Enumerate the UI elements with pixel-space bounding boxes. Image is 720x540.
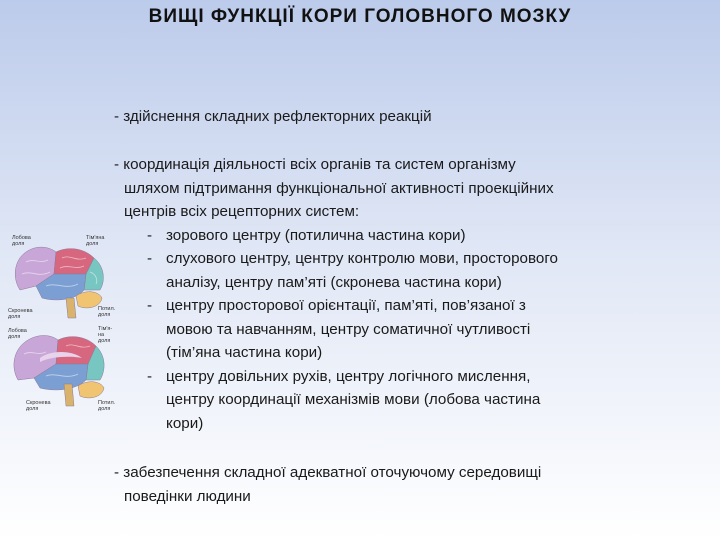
sub-item-auditory: - слухового центру, центру контролю мови, просторового	[147, 250, 558, 267]
sub-item-line: аналізу, центру пам’яті (скронева частина кори)	[166, 273, 502, 291]
label-frontal-2: доля	[12, 241, 25, 247]
label-parietal-3: доля	[98, 338, 111, 344]
cerebellum	[78, 382, 104, 398]
label-parietal-2: на	[98, 332, 105, 338]
label-occipital: Потил.	[98, 306, 116, 312]
label-frontal: Лобова	[8, 328, 27, 334]
label-temporal: Скронева	[8, 308, 33, 314]
bullet-coordination	[114, 153, 558, 435]
label-temporal-2: доля	[26, 406, 39, 412]
bullet-line: - координація діяльності всіх органів та систем організму	[114, 156, 516, 173]
sub-item-spatial: - центру просторової орієнтації, пам’яті, пов’язаної з	[147, 297, 526, 314]
label-frontal-2: доля	[8, 334, 21, 340]
label-occipital: Потил.	[98, 400, 116, 406]
label-parietal-2: доля	[86, 241, 99, 247]
bullet-line: поведінки людини	[124, 487, 251, 505]
label-occipital-2: доля	[98, 406, 111, 412]
bullet-reflex: - здійснення складних рефлекторних реакцій	[114, 108, 432, 125]
label-parietal: Тім'яна	[86, 235, 105, 241]
label-temporal: Скронева	[26, 400, 51, 406]
bullet-line: шляхом підтримання функціональної активності проекційних	[124, 179, 554, 197]
bullet-line: центрів всіх рецепторних систем:	[124, 203, 360, 220]
page-title: ВИЩІ ФУНКЦІЇ КОРИ ГОЛОВНОГО МОЗКУ	[148, 6, 572, 27]
brain-stem	[64, 384, 74, 406]
bullet-behavior	[114, 461, 541, 508]
label-frontal: Лобова	[12, 235, 31, 241]
label-temporal-2: доля	[8, 314, 21, 320]
sub-item-visual: - зорового центру (потилична частина кори)	[147, 226, 466, 244]
bullet-line: - забезпечення складної адекватної оточуючому середовищі	[114, 464, 542, 481]
sub-item-line: кори)	[166, 414, 204, 432]
label-occipital-2: доля	[98, 312, 111, 318]
brain-lateral-illustration	[6, 228, 118, 324]
sub-item-line: мовою та навчанням, центру соматичної чутливості	[166, 320, 531, 338]
sub-item-line: (тім’яна частина кори)	[166, 344, 323, 361]
label-parietal: Тім'я-	[98, 326, 113, 332]
sub-item-motor: - центру довільних рухів, центру логічного мислення,	[147, 367, 531, 385]
sub-item-line: центру координації механізмів мови (лобова частина	[166, 391, 541, 408]
brain-stem	[66, 298, 76, 318]
brain-medial-illustration	[6, 324, 118, 416]
